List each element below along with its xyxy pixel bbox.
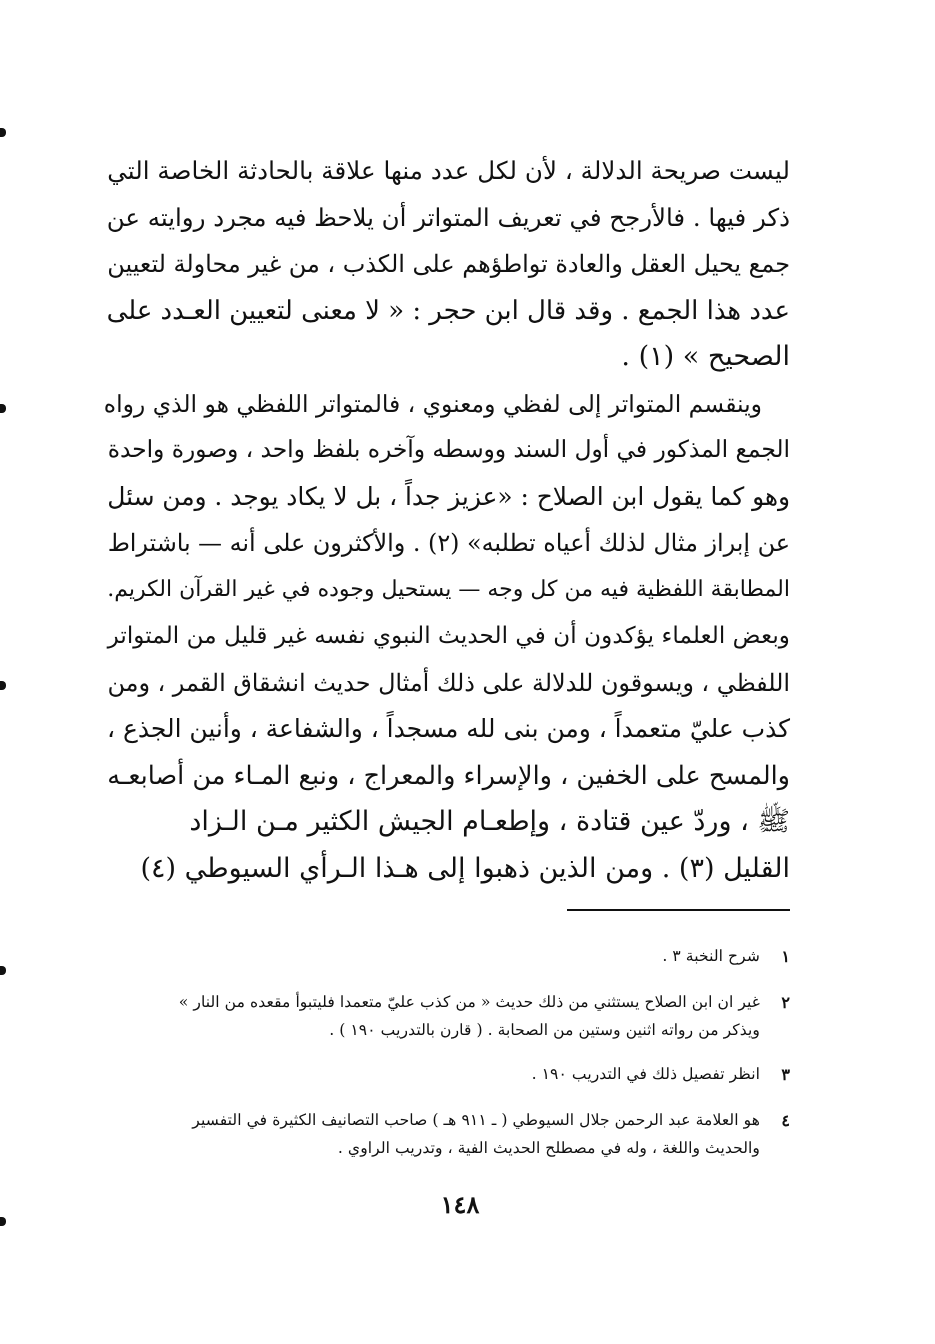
footnote-4 <box>100 1106 790 1162</box>
footnote-text: انظر تفصيل ذلك في التدريب ١٩٠ . <box>531 1064 760 1083</box>
text-line: كذب عليّ متعمداً ، ومن بنى لله مسجداً ، والشفاعة ، وأنين الجذع ، <box>107 714 790 743</box>
footnote-number: ٣ <box>781 1065 790 1084</box>
main-text-body <box>100 148 790 892</box>
footnote-number: ٢ <box>781 993 790 1012</box>
text-line: وينقسم المتواتر إلى لفظي ومعنوي ، فالمتواتر اللفظي هو الذي رواه <box>103 389 762 418</box>
text-line: عن إبراز مثال لذلك أعياه تطلبه» (٢) . والأكثرون على أنه — باشتراط <box>107 529 790 557</box>
footnote-3 <box>100 1060 790 1090</box>
footnote-1 <box>100 942 790 972</box>
footnote-text: والحديث واللغة ، وله في مصطلح الحديث الفية ، وتدريب الراوي . <box>337 1138 760 1157</box>
text-line: الجمع المذكور في أول السند ووسطه وآخره بلفظ واحد ، وصورة واحدة <box>107 436 790 463</box>
footnote-text: غير ان ابن الصلاح يستثني من ذلك حديث « من كذب عليّ متعمدا فليتبوأ مقعده من النار » <box>178 992 760 1011</box>
page-number: ١٤٨ <box>440 1190 480 1219</box>
footnote-number: ٤ <box>781 1111 790 1130</box>
margin-mark <box>0 681 6 690</box>
footnote-number: ١ <box>781 947 790 966</box>
footnote-text: شرح النخبة ٣ . <box>662 946 760 965</box>
footnote-2 <box>100 988 790 1044</box>
text-line: وهو كما يقول ابن الصلاح : «عزيز جداً ، بل لا يكاد يوجد . ومن سئل <box>107 481 790 511</box>
text-line: عدد هذا الجمع . وقد قال ابن حجر : « لا معنى لتعيين العـدد على <box>106 295 790 326</box>
footnote-text: هو العلامة عبد الرحمن جلال السيوطي ( ـ ٩١١ هـ ) صاحب التصانيف الكثيرة في التفسير <box>192 1110 760 1129</box>
text-line: اللفظي ، ويسوقون للدلالة على ذلك أمثال حديث انشقاق القمر ، ومن <box>107 668 790 697</box>
text-line: الصحيح » (١) . <box>621 341 790 372</box>
text-line: ﷺ ، وردّ عين قتادة ، وإطعـام الجيش الكثير مـن الـزاد <box>189 806 790 837</box>
margin-mark <box>0 128 6 137</box>
text-line: المطابقة اللفظية فيه من كل وجه — يستحيل وجوده في غير القرآن الكريم. <box>107 576 790 602</box>
text-line: ليست صريحة الدلالة ، لأن لكل عدد منها علاقة بالحادثة الخاصة التي <box>107 156 790 185</box>
margin-mark <box>0 1217 6 1226</box>
footnote-text: ويذكر من رواته اثنين وستين من الصحابة . ( قارن بالتدريب ١٩٠ ) . <box>329 1020 760 1039</box>
margin-mark <box>0 966 6 975</box>
footnotes <box>100 942 790 1178</box>
text-line: وبعض العلماء يؤكدون أن في الحديث النبوي نفسه غير قليل من المتواتر <box>107 622 790 649</box>
margin-mark <box>0 404 6 413</box>
text-line: ذكر فيها . فالأرجح في تعريف المتواتر أن يلاحظ فيه مجرد روايته عن <box>106 202 790 232</box>
footnote-separator <box>567 909 790 911</box>
text-line: جمع يحيل العقل والعادة تواطؤهم على الكذب ، من غير محاولة لتعيين <box>107 250 790 278</box>
text-line: والمسح على الخفين ، والإسراء والمعراج ، ونبع المـاء من أصابعـه <box>107 760 790 791</box>
text-line: القليل (٣) . ومن الذين ذهبوا إلى هـذا الـرأي السيوطي (٤) <box>140 852 790 884</box>
